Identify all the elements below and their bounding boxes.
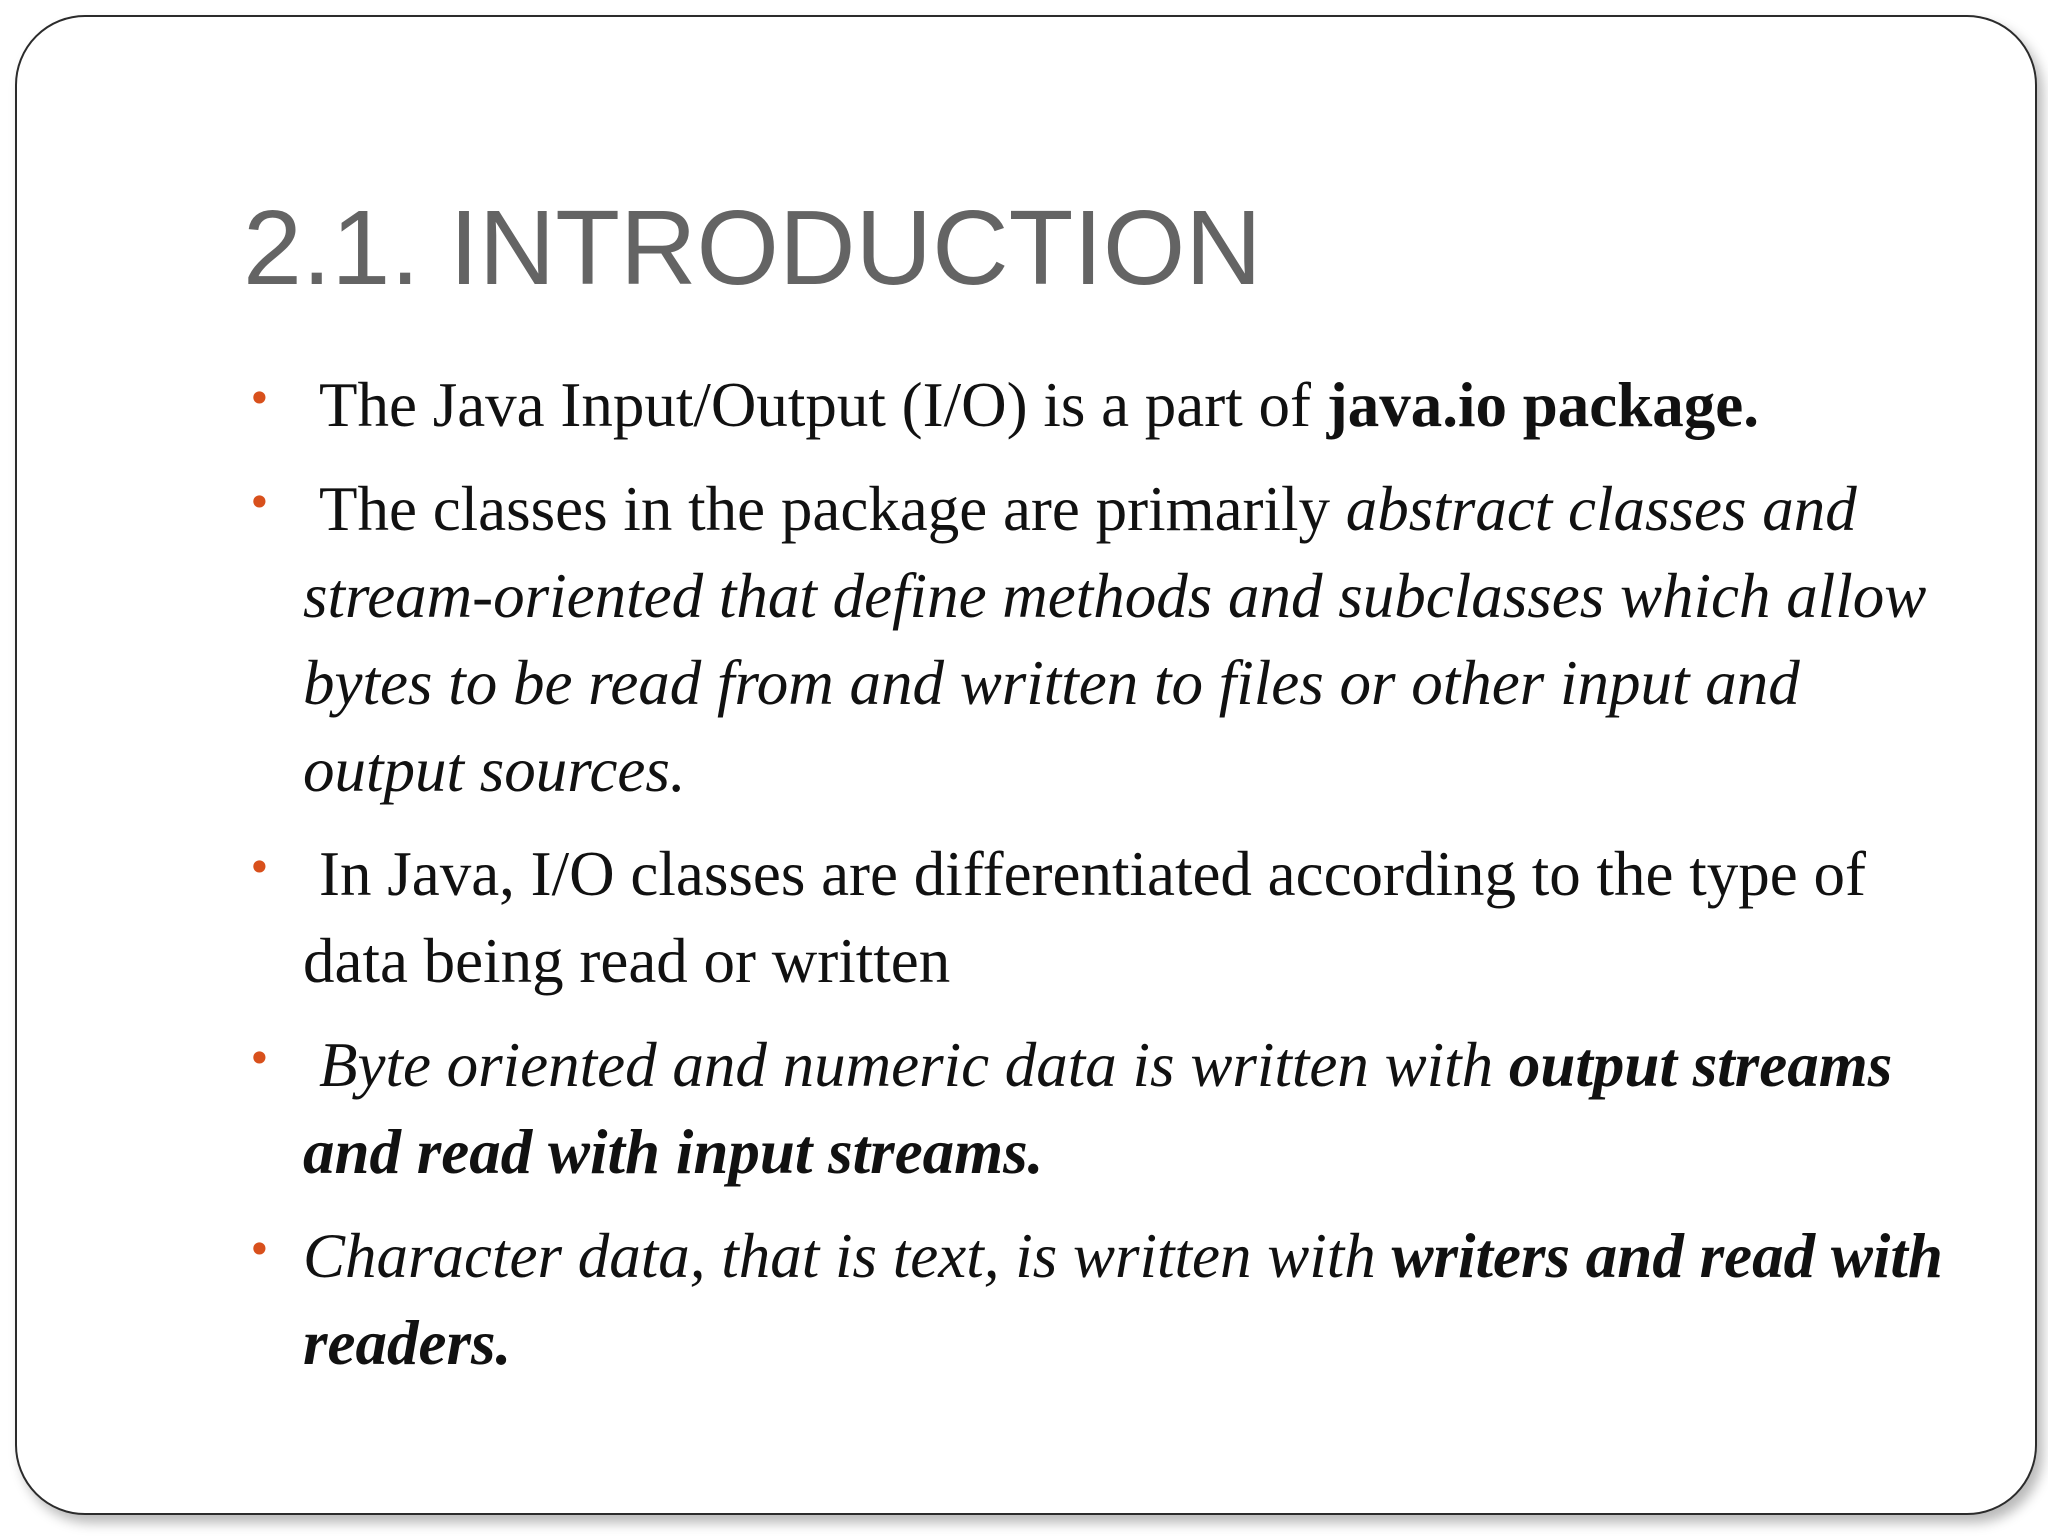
bullet-item-java-io: [247, 362, 1943, 449]
bullet-text-plain: In Java, I/O classes are differentiated according to the type of data being read or written: [303, 839, 1866, 996]
bullet-text-plain: The Java Input/Output (I/O) is a part of: [319, 370, 1327, 440]
bullet-dot-icon: •: [247, 843, 272, 892]
bullet-text-plain: The classes in the package are primarily: [319, 474, 1346, 544]
bullet-item-character-data: [247, 1213, 1943, 1387]
bullet-text-italic: Byte oriented and numeric data is written with: [319, 1030, 1509, 1100]
bullet-item-differentiated: [247, 831, 1943, 1005]
bullet-item-classes: [247, 466, 1943, 814]
slide-title: 2.1. INTRODUCTION: [243, 189, 1262, 307]
bullet-text-bold-italic: writers and read with readers.: [303, 1221, 1943, 1378]
bullet-dot-icon: •: [247, 1034, 272, 1083]
bullet-dot-icon: •: [247, 1225, 272, 1274]
bullet-dot-icon: •: [247, 374, 272, 423]
bullet-text-bold: java.io package.: [1326, 370, 1759, 440]
slide-frame: [15, 15, 2037, 1515]
bullet-text-italic: Character data, that is text, is written with: [303, 1221, 1392, 1291]
bullet-text-bold-italic: output streams and read with input streams.: [303, 1030, 1893, 1187]
bullet-item-byte-streams: [247, 1022, 1943, 1196]
bullet-text-italic: abstract classes and stream-oriented that define methods and subclasses which allow bytes to be read from and written to files or other input and output sources.: [303, 474, 1927, 805]
bullet-list: [247, 362, 1943, 1404]
bullet-dot-icon: •: [247, 478, 272, 527]
